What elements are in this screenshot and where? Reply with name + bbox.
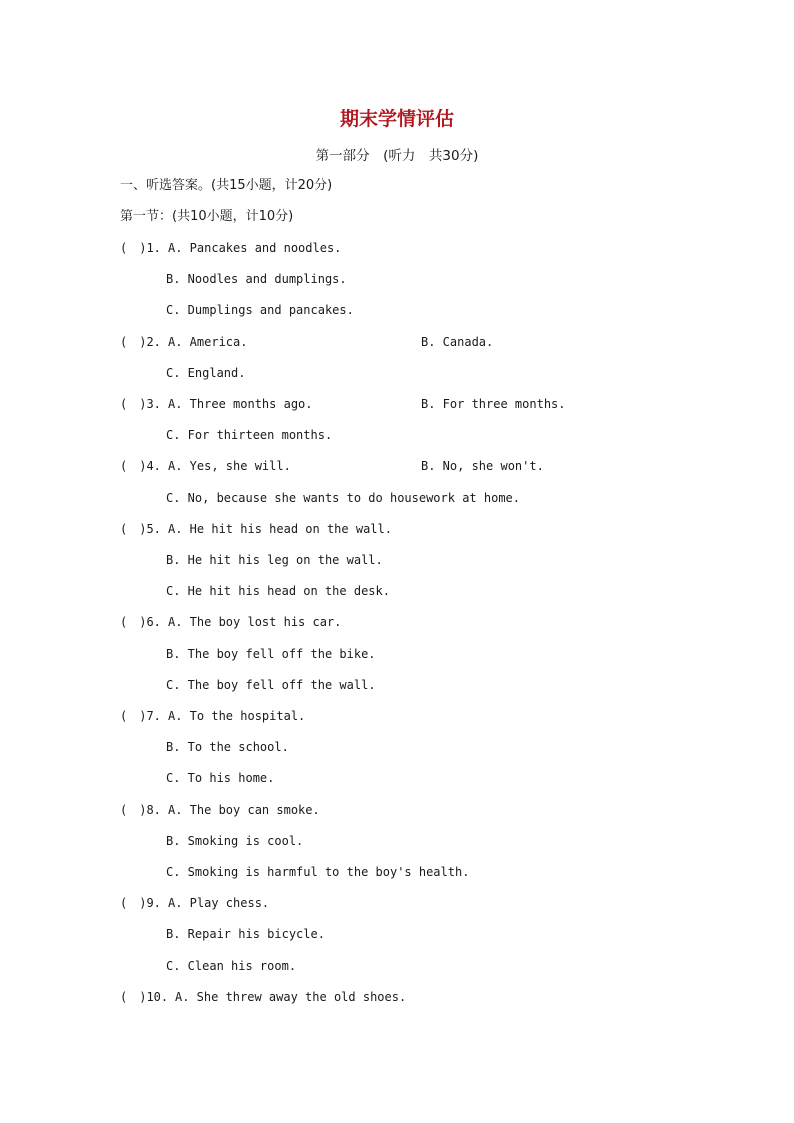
option-a: A. The boy can smoke.	[168, 803, 320, 817]
option-c: C. No, because she wants to do housework at home.	[166, 491, 521, 505]
question-prefix: ( )6.	[120, 615, 161, 629]
option-c: C. Clean his room.	[166, 959, 297, 973]
option-c: C. He hit his head on the desk.	[166, 584, 390, 598]
option-a: A. He hit his head on the wall.	[168, 522, 392, 536]
option-c: C. To his home.	[166, 771, 275, 785]
option-c: C. For thirteen months.	[166, 428, 333, 442]
option-a: A. Three months ago.	[168, 397, 313, 411]
option-a: A. The boy lost his car.	[168, 615, 342, 629]
part-subtitle: 第一部分 (听力 共30分)	[315, 148, 479, 164]
option-a: A. America.	[168, 335, 248, 349]
option-a: A. She threw away the old shoes.	[175, 990, 407, 1004]
option-a: A. Yes, she will.	[168, 459, 291, 473]
option-a: A. To the hospital.	[168, 709, 306, 723]
option-c: C. The boy fell off the wall.	[166, 678, 376, 692]
option-b: B. Smoking is cool.	[166, 834, 304, 848]
question-prefix: ( )3.	[120, 397, 161, 411]
subsection-heading: 第一节：(共10小题，计10分)	[120, 209, 294, 224]
question-prefix: ( )7.	[120, 709, 161, 723]
option-a: A. Pancakes and noodles.	[168, 241, 342, 255]
option-b: B. To the school.	[166, 740, 289, 754]
option-b: B. Noodles and dumplings.	[166, 272, 347, 286]
question-prefix: ( )4.	[120, 459, 161, 473]
question-prefix: ( )10.	[120, 990, 169, 1004]
question-prefix: ( )8.	[120, 803, 161, 817]
option-b: B. He hit his leg on the wall.	[166, 553, 383, 567]
section-heading: 一、听选答案。(共15小题，计20分)	[120, 178, 333, 193]
option-a: A. Play chess.	[168, 896, 270, 910]
option-b: B. Canada.	[421, 335, 494, 349]
question-prefix: ( )5.	[120, 522, 161, 536]
question-prefix: ( )2.	[120, 335, 161, 349]
option-b: B. The boy fell off the bike.	[166, 647, 376, 661]
option-c: C. Smoking is harmful to the boy's health.	[166, 865, 470, 879]
option-c: C. England.	[166, 366, 246, 380]
option-b: B. For three months.	[421, 397, 566, 411]
question-prefix: ( )1.	[120, 241, 161, 255]
option-b: B. Repair his bicycle.	[166, 927, 325, 941]
option-c: C. Dumplings and pancakes.	[166, 303, 354, 317]
option-b: B. No, she won't.	[421, 459, 544, 473]
page-title: 期末学情评估	[339, 108, 454, 130]
question-prefix: ( )9.	[120, 896, 161, 910]
